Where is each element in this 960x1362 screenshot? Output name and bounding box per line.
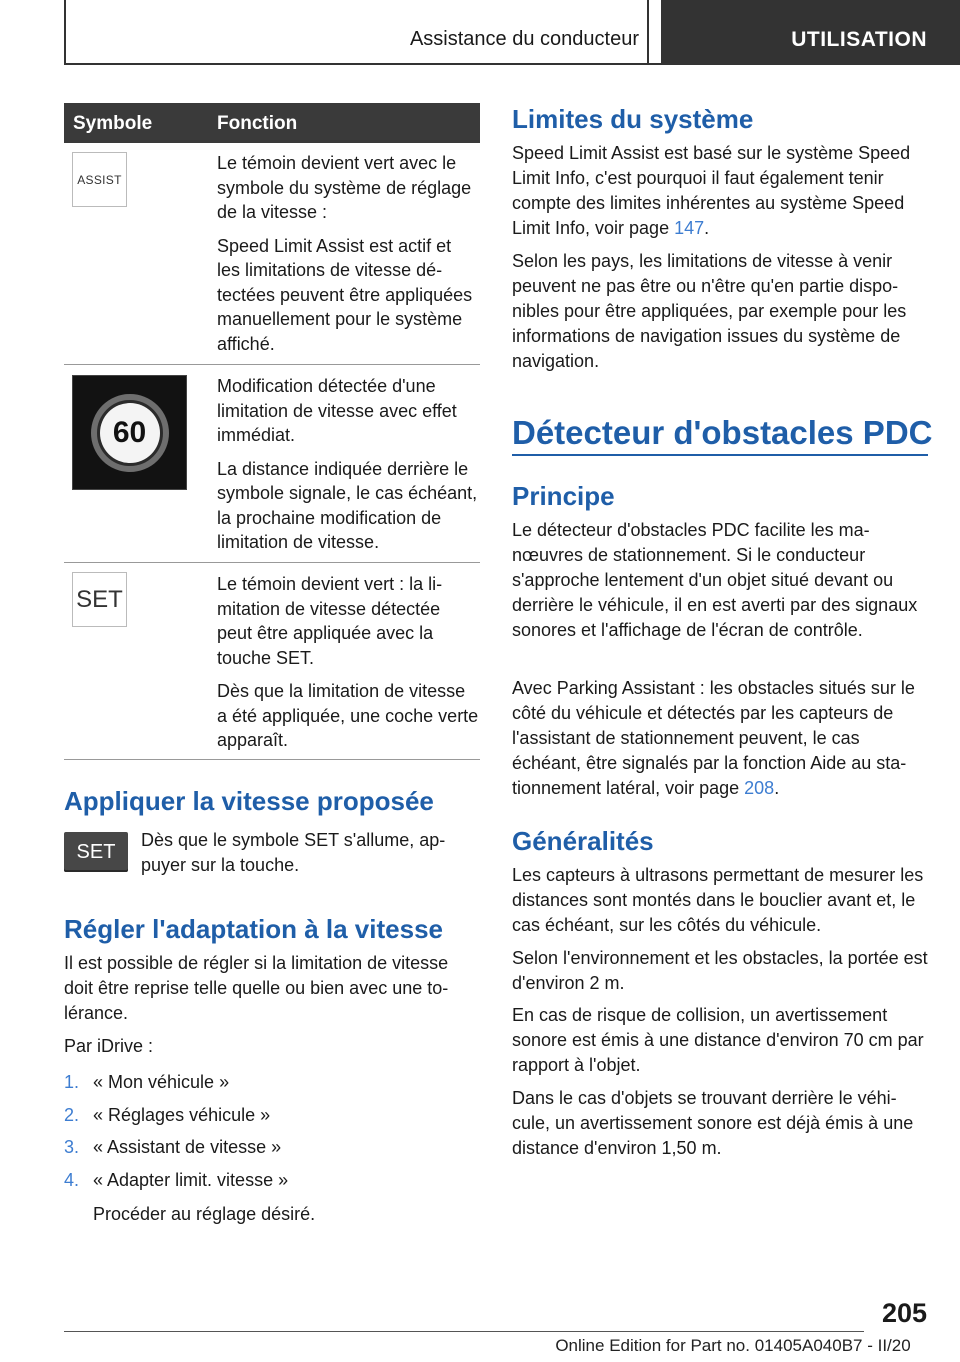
page-number: 205 [881,1298,927,1328]
list-item: 2. « Réglages véhicule » [64,1104,271,1125]
list-item: 3. « Assistant de vitesse » [64,1137,282,1157]
list-item: 4. « Adapter limit. vitesse » [64,1169,289,1190]
general-text-2: Selon l'environnement et les obstacles, la portée est d'environ 2 m. [512,948,928,993]
row-function-text: Modification détectée d'une limitation de vitesse avec effet immédiat. [217,376,457,445]
header-rule [64,63,960,65]
general-text-3: En cas de risque de collision, un avertissement sonore est émis à une distance d'environ 70 cm par rapport à l'objet. [512,1005,924,1075]
system-limits-text-1: Speed Limit Assist est basé sur le système Speed Limit Info, c'est pourquoi il faut également tenir compte des limites inhérentes au système Speed Limit Info, voir page 147. [512,143,911,238]
header-chapter-title: UTILISATION [791,28,927,51]
row-function-text: La distance indiquée derrière le symbole signale, le cas échéant, la prochaine modification de limitation de vitesse. [217,458,478,552]
row-function-text: Speed Limit Assist est actif et les limitations de vitesse détectées peuvent être appliquées manuellement pour le système affiché. [217,235,473,354]
col-symbol-header: Symbole [73,113,153,134]
list-item: 1. « Mon véhicule » [64,1072,230,1092]
principle-text-2: Avec Parking Assistant : les obstacles situés sur le côté du véhicule et détectés par les capteurs de l'assistant de stationnement peuvent, le cas échéant, être signalés par la fonction Aide au stationnement latéral, voir page 208. [512,678,915,798]
general-text-4: Dans le cas d'objets se trouvant derrière le véhicule, un avertissement sonore est déjà émis à une distance d'environ 1,50 m. [512,1088,914,1158]
table-row [64,563,480,760]
set-indicator-icon: SET [72,572,127,627]
row-function-text: Dès que la limitation de vitesse a été appliquée, une coche verte apparaît. [217,681,479,750]
system-limits-heading: Limites du système [512,104,754,134]
table-row [64,365,480,563]
row-function-text: Le témoin devient vert avec le symbole du système de réglage de la vitesse : [217,153,472,222]
col-function-header: Fonction [217,113,298,134]
page-link-208[interactable]: 208 [744,778,775,798]
adapt-speed-heading: Régler l'adaptation à la vitesse [64,914,443,944]
assist-icon: ASSIST [72,152,127,207]
pdc-title-rule [512,454,928,456]
system-limits-text-2: Selon les pays, les limitations de vitesse à venir peuvent ne pas être ou n'être qu'en partie disponibles pour être appliquées, par exemple pour les informations de navigation issues du système de navigation. [512,251,907,371]
apply-speed-text: Dès que le symbole SET s'allume, appuyer sur la touche. [141,830,446,875]
table-header [64,103,480,143]
principle-text-1: Le détecteur d'obstacles PDC facilite les manœuvres de stationnement. Si le conducteur s'approche lentement d'un objet situé devant ou derrière le véhicule, il en est averti par des signaux sonores et l'affichage de l'écran de contrôle. [512,520,918,640]
idrive-label: Par iDrive : [64,1036,154,1056]
principle-heading: Principe [512,481,615,511]
general-heading: Généralités [512,826,654,856]
footer-edition: Online Edition for Part no. 01405A040B7 - II/20 [555,1336,911,1355]
adapt-speed-text: Il est possible de régler si la limitation de vitesse doit être reprise telle quelle ou bien avec une tolérance. [64,953,449,1023]
symbol-table [64,103,480,760]
table-row [64,143,480,365]
idrive-steps-list [64,1072,480,1202]
apply-speed-heading: Appliquer la vitesse proposée [64,786,434,816]
pdc-title: Détecteur d'obstacles PDC [512,414,933,451]
page-link-147[interactable]: 147 [674,218,705,238]
set-button-icon: SET [64,832,128,872]
header-section-title: Assistance du conducteur [409,28,639,50]
row-function-text: Le témoin devient vert : la limitation de vitesse détectée peut être appliquée avec la touche SET. [217,574,443,668]
final-step-text: Procéder au réglage désiré. [93,1204,316,1224]
footer-rule [64,1331,864,1332]
speed-limit-60-icon: 60 [72,375,187,490]
general-text-1: Les capteurs à ultrasons permettant de mesurer les distances sont montés dans le bouclier avant et, le cas échéant, sur les côtés du véhicule. [512,865,924,935]
